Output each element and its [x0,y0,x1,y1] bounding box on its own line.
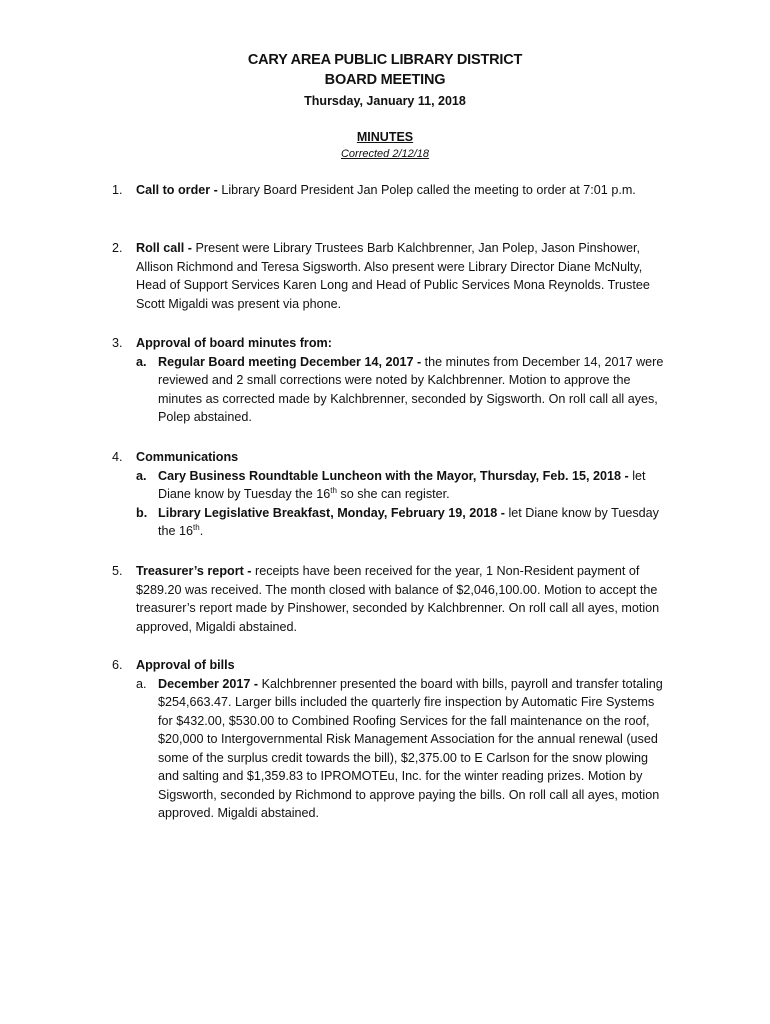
item-number: 2. [112,241,123,255]
sub-item-title: Regular Board meeting December 14, 2017 - [158,354,425,369]
sub-item-title: Cary Business Roundtable Luncheon with the Mayor, Thursday, Feb. 15, 2018 - [158,468,633,483]
item-number: 5. [112,564,123,578]
agenda-item-approval-of-bills [112,656,672,823]
item-text: Present were Library Trustees Barb Kalchbrenner, Jan Polep, Jason Pinshower, Allison Richmond and Teresa Sigsworth. Also present were Library Director Diane McNulty, Head of Support Services Karen Long and Head of Public Services Mona Reynolds. Trustee Scott Migaldi was present via phone. [136,241,650,311]
sub-item-december-2017 [136,675,672,823]
ordinal-suffix: th [193,522,200,532]
agenda-item-call-to-order [112,181,672,200]
item-title: Treasurer’s report - [136,564,255,578]
sub-item-regular-board-meeting [136,353,672,427]
sub-item-text: let Diane know by Tuesday the 16 [158,468,646,501]
item-text: Library Board President Jan Polep called the meeting to order at 7:01 p.m. [221,183,636,197]
sub-item-text: the minutes from December 14, 2017 were reviewed and 2 small corrections were noted by Kalchbrenner. Motion to approve the minutes as corrected made by Kalchbrenner, seconded by Sigsworth. On roll call all ayes, Polep abstained. [158,354,664,424]
org-title: CARY AREA PUBLIC LIBRARY DISTRICT [247,52,523,68]
item-title: Roll call - [136,241,196,255]
agenda-item-roll-call [112,239,672,313]
meeting-title: BOARD MEETING [324,72,446,88]
item-number: 4. [112,450,123,464]
sub-item-roundtable-luncheon [136,467,672,504]
sub-item-title: December 2017 - [158,676,262,691]
item-title: Communications [136,450,239,464]
agenda-item-treasurers-report [112,562,672,636]
item-number: 3. [112,336,123,350]
item-title: Approval of bills [136,658,235,672]
sub-item-letter: a. [136,676,147,691]
sub-item-text-end: so she can register. [336,487,450,501]
item-number: 6. [112,658,123,672]
sub-item-letter: a. [136,354,147,369]
item-title: Call to order - [136,183,222,197]
corrected-note: Corrected 2/12/18 [340,148,430,160]
item-number: 1. [112,183,123,197]
sub-item-text: let Diane know by Tuesday the 16 [158,505,659,538]
agenda-item-board-minutes [112,334,672,427]
sub-item-letter: b. [136,505,148,520]
item-title: Approval of board minutes from: [136,336,332,350]
meeting-date: Thursday, January 11, 2018 [304,94,466,108]
sub-item-title: Library Legislative Breakfast, Monday, February 19, 2018 - [158,505,509,520]
item-text: receipts have been received for the year, 1 Non-Resident payment of $289.20 was received. The month closed with balance of $2,046,100.00. Motion to accept the treasurer’s report made by Pinshower, seconded by Kalchbrenner. On roll call all ayes, motion approved, Migaldi abstained. [136,564,660,634]
sub-item-text-end: . [199,524,204,538]
agenda-item-communications [112,448,672,541]
minutes-heading: MINUTES [356,130,414,144]
sub-item-letter: a. [136,468,147,483]
sub-item-legislative-breakfast [136,504,672,541]
sub-item-text: Kalchbrenner presented the board with bills, payroll and transfer totaling $254,663.47. Larger bills included the quarterly fire inspection by Automatic Fire Systems for $432.00, $530.00 to Combined Roofing Services for the fall maintenance on the roof, $20,000 to Intergovernmental Risk Management Association for the annual renewal (used some of the surplus credit towards the bill), $2,375.00 to E Carlson for the snow plowing and salting and $1,359.83 to IPROMOTEu, Inc. for the winter reading prizes. Motion by Sigsworth, seconded by Richmond to approve paying the bills. On roll call all ayes, motion approved. Migaldi abstained. [158,676,663,820]
ordinal-suffix: th [330,485,337,495]
